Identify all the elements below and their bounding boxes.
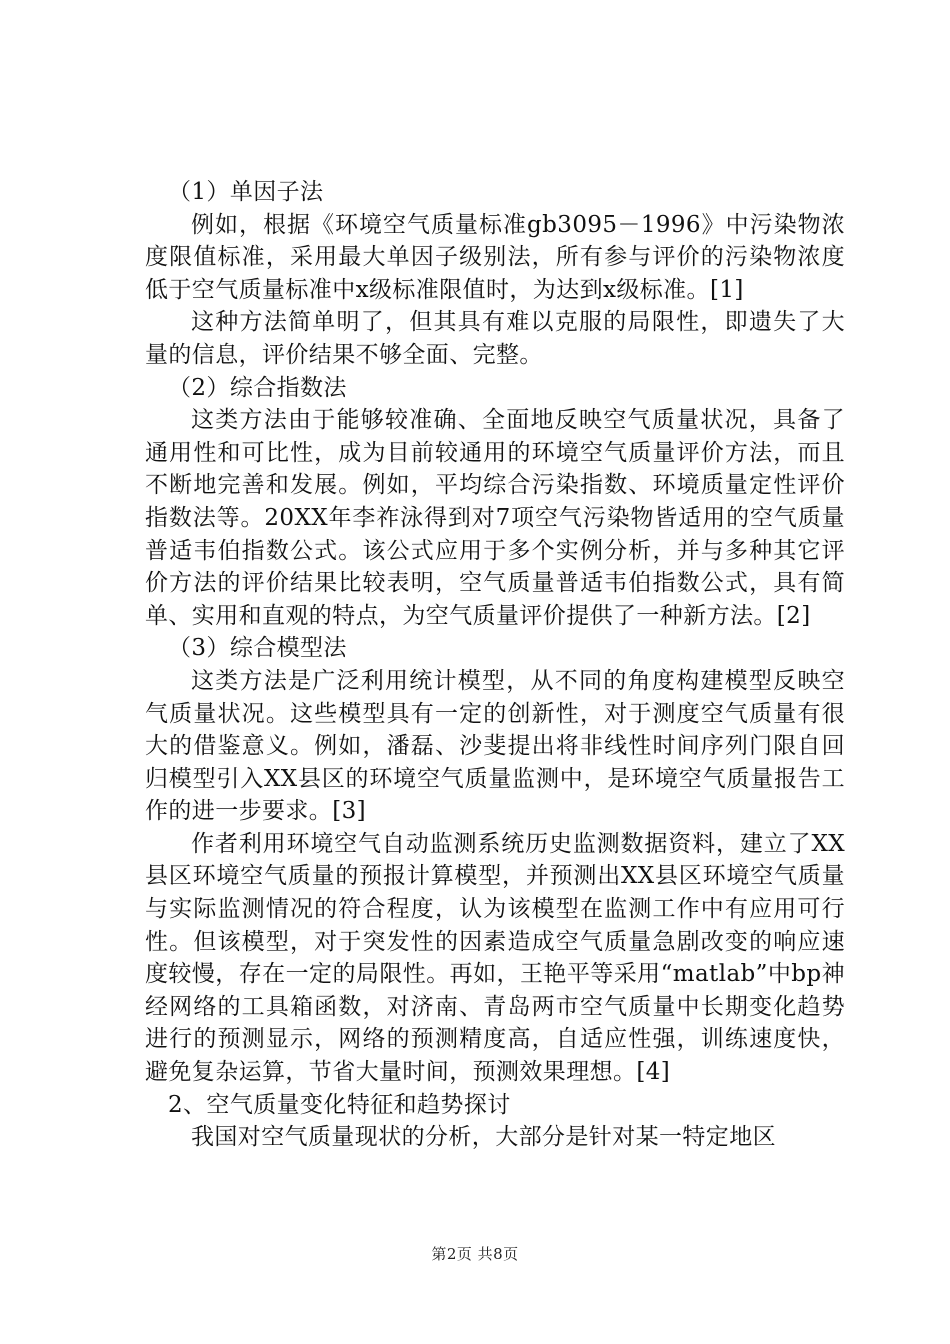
document-body [145,176,845,1154]
paragraph-single-factor-example: 例如，根据《环境空气质量标准gb3095－1996》中污染物浓度限值标准，采用最大单因子级别法，所有参与评价的污染物浓度低于空气质量标准中x级标准限值时，为达到x级标准。[1] [145,211,845,303]
paragraph-author-model: 作者利用环境空气自动监测系统历史监测数据资料，建立了XX县区环境空气质量的预报计算模型，并预测出XX县区环境空气质量与实际监测情况的符合程度，认为该模型在监测工作中有应用可行性。但该模型，对于突发性的因素造成空气质量急剧改变的响应速度较慢，存在一定的局限性。再如，王艳平等采用“matlab”中bp神经网络的工具箱函数，对济南、青岛两市空气质量中长期变化趋势进行的预测显示，网络的预测精度高，自适应性强，训练速度快，避免复杂运算，节省大量时间，预测效果理想。[4] [145,830,845,1086]
paragraph-composite-index: 这类方法由于能够较准确、全面地反映空气质量状况，具备了通用性和可比性，成为目前较通用的环境空气质量评价方法，而且不断地完善和发展。例如，平均综合污染指数、环境质量定性评价指数法等。20XX年李祚泳得到对7项空气污染物皆适用的空气质量普适韦伯指数公式。该公式应用于多个实例分析，并与多种其它评价方法的评价结果比较表明，空气质量普适韦伯指数公式，具有简单、实用和直观的特点，为空气质量评价提供了一种新方法。[2] [145,407,845,629]
section-heading-trend: 2、空气质量变化特征和趋势探讨 [168,1091,511,1118]
section-heading-composite-index: （2）综合指数法 [168,374,347,401]
page-number-footer: 第2页 共8页 [431,1245,519,1263]
section-heading-single-factor: （1）单因子法 [168,179,324,205]
section-heading-composite-model: （3）综合模型法 [168,635,347,662]
paragraph-trend-intro: 我国对空气质量现状的分析，大部分是针对某一特定地区 [191,1124,776,1151]
paragraph-single-factor-limitation: 这种方法简单明了，但其具有难以克服的局限性，即遗失了大量的信息，评价结果不够全面、完整。 [145,309,845,368]
paragraph-composite-model: 这类方法是广泛利用统计模型，从不同的角度构建模型反映空气质量状况。这些模型具有一定的创新性，对于测度空气质量有很大的借鉴意义。例如，潘磊、沙斐提出将非线性时间序列门限自回归模型引入XX县区的环境空气质量监测中，是环境空气质量报告工作的进一步要求。[3] [145,667,845,825]
